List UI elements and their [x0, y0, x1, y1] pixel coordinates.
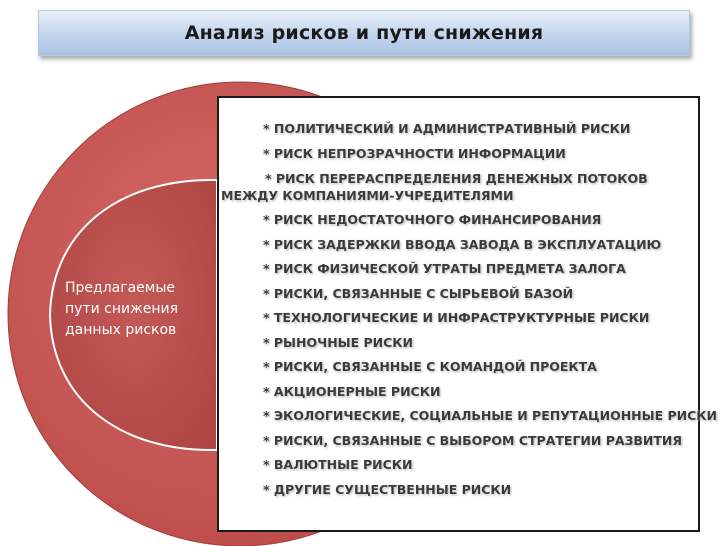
risk-item: * ВАЛЮТНЫЕ РИСКИ	[263, 457, 413, 472]
risk-item: * ДРУГИЕ СУЩЕСТВЕННЫЕ РИСКИ	[263, 481, 512, 497]
risk-item: * ТЕХНОЛОГИЧЕСКИЕ И ИНФРАСТРУКТУРНЫЕ РИСКИ	[263, 310, 650, 325]
risk-item: * РИСКИ, СВЯЗАННЫЕ С КОМАНДОЙ ПРОЕКТА	[263, 359, 597, 374]
risk-item: * РИСК НЕПРОЗРАЧНОСТИ ИНФОРМАЦИИ	[263, 145, 566, 161]
risk-list-box	[217, 96, 717, 532]
risk-item: * ПОЛИТИЧЕСКИЙ И АДМИНИСТРАТИВНЫЙ РИСКИ	[263, 121, 631, 136]
label-line: пути снижения	[65, 301, 178, 317]
proposed-ways-label	[65, 278, 215, 341]
slide-title: Анализ рисков и пути снижения	[184, 22, 544, 44]
risk-item: * РИСКИ, СВЯЗАННЫЕ С ВЫБОРОМ СТРАТЕГИИ РАЗВИТИЯ	[263, 432, 683, 448]
risk-item: * РИСК НЕДОСТАТОЧНОГО ФИНАНСИРОВАНИЯ	[263, 212, 602, 227]
risk-item: * РИСК ФИЗИЧЕСКОЙ УТРАТЫ ПРЕДМЕТА ЗАЛОГА	[263, 261, 626, 276]
risk-item: * АКЦИОНЕРНЫЕ РИСКИ	[263, 383, 441, 399]
label-line: Предлагаемые	[65, 280, 176, 296]
risk-item: * ЭКОЛОГИЧЕСКИЕ, СОЦИАЛЬНЫЕ И РЕПУТАЦИОННЫЕ РИСКИ	[263, 408, 717, 423]
risk-item: * РЫНОЧНЫЕ РИСКИ	[263, 334, 413, 350]
risk-item: * РИСК ПЕРЕРАСПРЕДЕЛЕНИЯ ДЕНЕЖНЫХ ПОТОКОВ МЕЖДУ КОМПАНИЯМИ-УЧРЕДИТЕЛЯМИ	[221, 171, 648, 203]
risk-item: * РИСКИ, СВЯЗАННЫЕ С СЫРЬЕВОЙ БАЗОЙ	[263, 285, 574, 301]
risk-item: * РИСК ЗАДЕРЖКИ ВВОДА ЗАВОДА В ЭКСПЛУАТАЦИЮ	[263, 236, 662, 252]
risk-list	[219, 117, 717, 502]
label-line: данных рисков	[65, 322, 177, 338]
